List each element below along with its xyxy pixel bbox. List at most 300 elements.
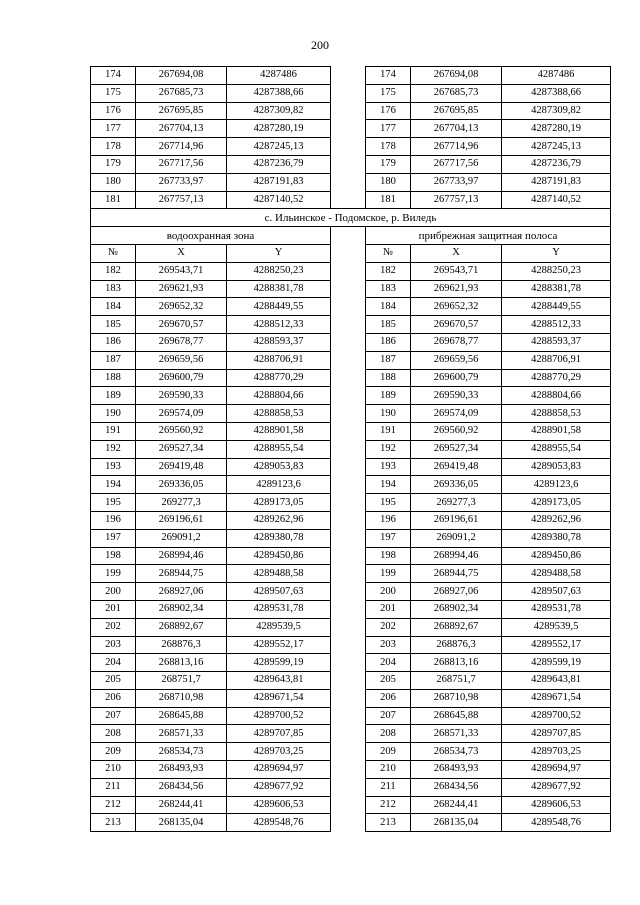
left-y-coordinate: 4289552,17 [227,636,331,654]
table-row [91,565,611,583]
section-header-group [91,209,611,262]
right-x-coordinate: 267733,97 [411,173,502,191]
left-x-coordinate: 268710,98 [136,689,227,707]
right-x-coordinate: 268493,93 [411,761,502,779]
section-title: с. Ильинское - Подомское, р. Виледь [91,209,611,227]
column-gap [331,689,366,707]
left-point-number: 207 [91,707,136,725]
left-y-coordinate: 4289677,92 [227,778,331,796]
right-x-coordinate: 268645,88 [411,707,502,725]
left-x-coordinate: 268994,46 [136,547,227,565]
column-gap [331,529,366,547]
left-x-coordinate: 267695,85 [136,102,227,120]
left-point-number: 177 [91,120,136,138]
left-point-number: 208 [91,725,136,743]
left-x-coordinate: 267694,08 [136,67,227,85]
left-y-coordinate: 4288593,37 [227,333,331,351]
right-y-coordinate: 4287388,66 [502,84,611,102]
left-point-number: 206 [91,689,136,707]
left-y-coordinate: 4289488,58 [227,565,331,583]
right-x-coordinate: 267694,08 [411,67,502,85]
column-gap [331,351,366,369]
table-row [91,814,611,832]
right-y-coordinate: 4289507,63 [502,583,611,601]
table-row [91,422,611,440]
right-y-coordinate: 4289643,81 [502,672,611,690]
right-x-coordinate: 269670,57 [411,316,502,334]
column-gap [331,138,366,156]
right-y-coordinate: 4289707,85 [502,725,611,743]
table-row [91,262,611,280]
right-y-coordinate: 4289262,96 [502,511,611,529]
left-y-coordinate: 4288250,23 [227,262,331,280]
right-y-coordinate: 4288512,33 [502,316,611,334]
right-x-coordinate: 268244,41 [411,796,502,814]
right-point-number: 205 [366,672,411,690]
right-point-number: 212 [366,796,411,814]
left-y-coordinate: 4287245,13 [227,138,331,156]
right-x-header: X [411,244,502,262]
right-x-coordinate: 268876,3 [411,636,502,654]
column-gap [331,173,366,191]
column-gap [331,244,366,262]
left-x-coordinate: 269277,3 [136,494,227,512]
right-point-number: 211 [366,778,411,796]
left-y-coordinate: 4289548,76 [227,814,331,832]
right-x-coordinate: 268135,04 [411,814,502,832]
left-point-number: 193 [91,458,136,476]
right-x-coordinate: 269652,32 [411,298,502,316]
left-x-coordinate: 269336,05 [136,476,227,494]
right-y-coordinate: 4289450,86 [502,547,611,565]
left-point-number: 187 [91,351,136,369]
page-number: 200 [311,38,329,52]
right-point-number: 178 [366,138,411,156]
left-x-coordinate: 267717,56 [136,155,227,173]
main-rows-group [91,262,611,832]
column-gap [331,262,366,280]
right-point-number: 186 [366,333,411,351]
left-x-coordinate: 268645,88 [136,707,227,725]
left-point-number: 211 [91,778,136,796]
right-point-number: 194 [366,476,411,494]
right-x-coordinate: 267685,73 [411,84,502,102]
left-point-number: 184 [91,298,136,316]
column-gap [331,476,366,494]
left-y-coordinate: 4287236,79 [227,155,331,173]
right-point-number: 204 [366,654,411,672]
table-row [91,672,611,690]
left-point-number: 202 [91,618,136,636]
right-point-number: 193 [366,458,411,476]
column-gap [331,494,366,512]
column-gap [331,761,366,779]
right-y-coordinate: 4287236,79 [502,155,611,173]
right-x-coordinate: 268813,16 [411,654,502,672]
left-x-coordinate: 268876,3 [136,636,227,654]
left-point-number: 185 [91,316,136,334]
column-gap [331,796,366,814]
right-y-coordinate: 4289123,6 [502,476,611,494]
left-y-coordinate: 4288804,66 [227,387,331,405]
right-point-number: 189 [366,387,411,405]
left-x-coordinate: 268493,93 [136,761,227,779]
left-x-coordinate: 269196,61 [136,511,227,529]
column-gap [331,458,366,476]
left-y-coordinate: 4289703,25 [227,743,331,761]
left-y-coordinate: 4288770,29 [227,369,331,387]
left-x-coordinate: 269652,32 [136,298,227,316]
column-gap [331,672,366,690]
column-gap [331,155,366,173]
left-y-coordinate: 4289539,5 [227,618,331,636]
right-x-coordinate: 268710,98 [411,689,502,707]
right-zone-title: прибрежная защитная полоса [366,227,611,245]
left-y-coordinate: 4287486 [227,67,331,85]
right-x-coordinate: 267717,56 [411,155,502,173]
column-gap [331,618,366,636]
right-x-coordinate: 269678,77 [411,333,502,351]
left-point-number: 210 [91,761,136,779]
left-point-number: 197 [91,529,136,547]
column-gap [331,583,366,601]
left-point-number: 188 [91,369,136,387]
left-x-coordinate: 269091,2 [136,529,227,547]
left-x-coordinate: 268902,34 [136,600,227,618]
left-y-coordinate: 4289450,86 [227,547,331,565]
column-gap [331,120,366,138]
left-point-number: 192 [91,440,136,458]
right-y-coordinate: 4288593,37 [502,333,611,351]
table-row [91,494,611,512]
left-y-coordinate: 4289599,19 [227,654,331,672]
right-point-number: 196 [366,511,411,529]
column-gap [331,191,366,209]
left-x-coordinate: 269678,77 [136,333,227,351]
right-point-number: 181 [366,191,411,209]
left-x-coordinate: 268892,67 [136,618,227,636]
coordinates-table [90,66,611,832]
left-y-coordinate: 4289606,53 [227,796,331,814]
right-y-coordinate: 4289694,97 [502,761,611,779]
left-y-coordinate: 4288381,78 [227,280,331,298]
right-point-number: 213 [366,814,411,832]
right-point-number: 199 [366,565,411,583]
left-x-coordinate: 269543,71 [136,262,227,280]
right-x-coordinate: 267757,13 [411,191,502,209]
section-title-row [91,209,611,227]
right-point-number: 209 [366,743,411,761]
right-x-coordinate: 267704,13 [411,120,502,138]
left-x-coordinate: 268927,06 [136,583,227,601]
right-y-coordinate: 4288706,91 [502,351,611,369]
right-point-number: 175 [366,84,411,102]
table-row [91,155,611,173]
right-y-coordinate: 4288381,78 [502,280,611,298]
left-y-coordinate: 4288512,33 [227,316,331,334]
column-gap [331,369,366,387]
right-point-number: 203 [366,636,411,654]
left-y-coordinate: 4289531,78 [227,600,331,618]
right-point-number: 198 [366,547,411,565]
right-x-coordinate: 269527,34 [411,440,502,458]
left-y-coordinate: 4287191,83 [227,173,331,191]
left-x-coordinate: 268571,33 [136,725,227,743]
left-y-coordinate: 4289643,81 [227,672,331,690]
table-row [91,600,611,618]
right-x-coordinate: 269336,05 [411,476,502,494]
right-y-header: Y [502,244,611,262]
column-gap [331,102,366,120]
table-row [91,725,611,743]
left-x-coordinate: 267685,73 [136,84,227,102]
table-row [91,440,611,458]
right-point-number: 177 [366,120,411,138]
column-gap [331,547,366,565]
right-point-number: 197 [366,529,411,547]
left-point-number: 203 [91,636,136,654]
left-x-coordinate: 269590,33 [136,387,227,405]
right-point-number: 190 [366,405,411,423]
table-row [91,138,611,156]
table-row [91,280,611,298]
right-x-coordinate: 269091,2 [411,529,502,547]
table-row [91,405,611,423]
right-x-coordinate: 267695,85 [411,102,502,120]
column-gap [331,67,366,85]
table-row [91,618,611,636]
column-gap [331,636,366,654]
right-x-coordinate: 269277,3 [411,494,502,512]
right-y-coordinate: 4289531,78 [502,600,611,618]
column-gap [331,227,366,245]
column-header-row [91,244,611,262]
table-row [91,761,611,779]
left-y-coordinate: 4289671,54 [227,689,331,707]
left-point-number: 181 [91,191,136,209]
column-gap [331,743,366,761]
left-x-coordinate: 268534,73 [136,743,227,761]
column-gap [331,387,366,405]
table-row [91,529,611,547]
right-x-coordinate: 269621,93 [411,280,502,298]
right-point-number: 201 [366,600,411,618]
column-gap [331,316,366,334]
column-gap [331,405,366,423]
right-x-coordinate: 269543,71 [411,262,502,280]
left-point-number: 174 [91,67,136,85]
left-y-coordinate: 4288858,53 [227,405,331,423]
right-y-coordinate: 4287245,13 [502,138,611,156]
table-row [91,173,611,191]
left-x-coordinate: 269419,48 [136,458,227,476]
left-y-coordinate: 4289507,63 [227,583,331,601]
left-y-coordinate: 4288706,91 [227,351,331,369]
right-x-coordinate: 268927,06 [411,583,502,601]
right-num-header: № [366,244,411,262]
right-y-coordinate: 4289599,19 [502,654,611,672]
right-x-coordinate: 268994,46 [411,547,502,565]
column-gap [331,778,366,796]
left-x-coordinate: 269560,92 [136,422,227,440]
column-gap [331,707,366,725]
left-point-number: 201 [91,600,136,618]
left-point-number: 212 [91,796,136,814]
right-x-coordinate: 269419,48 [411,458,502,476]
right-point-number: 185 [366,316,411,334]
right-y-coordinate: 4287280,19 [502,120,611,138]
table-row [91,84,611,102]
right-y-coordinate: 4289548,76 [502,814,611,832]
right-y-coordinate: 4288449,55 [502,298,611,316]
left-point-number: 204 [91,654,136,672]
table-row [91,191,611,209]
column-gap [331,654,366,672]
left-point-number: 199 [91,565,136,583]
left-y-coordinate: 4289380,78 [227,529,331,547]
right-point-number: 208 [366,725,411,743]
left-x-coordinate: 269600,79 [136,369,227,387]
table-row [91,583,611,601]
right-y-coordinate: 4289173,05 [502,494,611,512]
left-x-coordinate: 267704,13 [136,120,227,138]
right-y-coordinate: 4287309,82 [502,102,611,120]
right-y-coordinate: 4287486 [502,67,611,85]
table-row [91,298,611,316]
left-x-coordinate: 268813,16 [136,654,227,672]
table-row [91,351,611,369]
right-point-number: 174 [366,67,411,85]
left-x-coordinate: 269659,56 [136,351,227,369]
right-x-coordinate: 268902,34 [411,600,502,618]
right-y-coordinate: 4289552,17 [502,636,611,654]
left-y-coordinate: 4287309,82 [227,102,331,120]
right-point-number: 183 [366,280,411,298]
right-y-coordinate: 4289703,25 [502,743,611,761]
left-point-number: 205 [91,672,136,690]
right-y-coordinate: 4289488,58 [502,565,611,583]
right-x-coordinate: 269659,56 [411,351,502,369]
right-point-number: 191 [366,422,411,440]
table-row [91,387,611,405]
left-point-number: 180 [91,173,136,191]
right-y-coordinate: 4288804,66 [502,387,611,405]
column-gap [331,600,366,618]
table-row [91,67,611,85]
right-point-number: 179 [366,155,411,173]
left-x-coordinate: 268434,56 [136,778,227,796]
left-point-number: 179 [91,155,136,173]
right-point-number: 206 [366,689,411,707]
right-point-number: 182 [366,262,411,280]
table-row [91,511,611,529]
left-y-coordinate: 4289123,6 [227,476,331,494]
left-x-coordinate: 268944,75 [136,565,227,583]
table-row [91,102,611,120]
column-gap [331,422,366,440]
left-x-coordinate: 269621,93 [136,280,227,298]
left-x-coordinate: 267714,96 [136,138,227,156]
left-y-coordinate: 4289707,85 [227,725,331,743]
right-point-number: 187 [366,351,411,369]
column-gap [331,440,366,458]
right-point-number: 207 [366,707,411,725]
left-point-number: 209 [91,743,136,761]
right-y-coordinate: 4288250,23 [502,262,611,280]
table-row [91,458,611,476]
right-y-coordinate: 4288955,54 [502,440,611,458]
left-point-number: 186 [91,333,136,351]
left-y-coordinate: 4289700,52 [227,707,331,725]
right-point-number: 192 [366,440,411,458]
right-y-coordinate: 4287140,52 [502,191,611,209]
column-gap [331,511,366,529]
right-x-coordinate: 268534,73 [411,743,502,761]
table-row [91,796,611,814]
right-x-coordinate: 268571,33 [411,725,502,743]
left-x-coordinate: 268135,04 [136,814,227,832]
left-point-number: 196 [91,511,136,529]
left-y-coordinate: 4287140,52 [227,191,331,209]
right-point-number: 200 [366,583,411,601]
right-x-coordinate: 269600,79 [411,369,502,387]
right-point-number: 176 [366,102,411,120]
left-y-coordinate: 4289694,97 [227,761,331,779]
right-y-coordinate: 4287191,83 [502,173,611,191]
table-row [91,707,611,725]
right-y-coordinate: 4289539,5 [502,618,611,636]
left-y-coordinate: 4287388,66 [227,84,331,102]
left-point-number: 178 [91,138,136,156]
table-row [91,654,611,672]
left-x-coordinate: 268244,41 [136,796,227,814]
left-point-number: 176 [91,102,136,120]
left-x-header: X [136,244,227,262]
right-x-coordinate: 268944,75 [411,565,502,583]
top-rows-group [91,67,611,209]
left-x-coordinate: 268751,7 [136,672,227,690]
right-x-coordinate: 269560,92 [411,422,502,440]
table-row [91,636,611,654]
left-point-number: 190 [91,405,136,423]
right-x-coordinate: 269574,09 [411,405,502,423]
right-y-coordinate: 4289053,83 [502,458,611,476]
left-y-coordinate: 4288955,54 [227,440,331,458]
table-row [91,333,611,351]
table-row [91,120,611,138]
left-num-header: № [91,244,136,262]
left-y-coordinate: 4288901,58 [227,422,331,440]
table-row [91,547,611,565]
column-gap [331,298,366,316]
right-point-number: 202 [366,618,411,636]
right-y-coordinate: 4289677,92 [502,778,611,796]
right-y-coordinate: 4288858,53 [502,405,611,423]
left-x-coordinate: 267733,97 [136,173,227,191]
column-gap [331,814,366,832]
right-x-coordinate: 268434,56 [411,778,502,796]
left-y-coordinate: 4287280,19 [227,120,331,138]
left-zone-title: водоохранная зона [91,227,331,245]
zone-title-row [91,227,611,245]
table-row [91,689,611,707]
right-x-coordinate: 269196,61 [411,511,502,529]
right-point-number: 210 [366,761,411,779]
left-y-coordinate: 4289053,83 [227,458,331,476]
column-gap [331,84,366,102]
column-gap [331,333,366,351]
right-x-coordinate: 268892,67 [411,618,502,636]
